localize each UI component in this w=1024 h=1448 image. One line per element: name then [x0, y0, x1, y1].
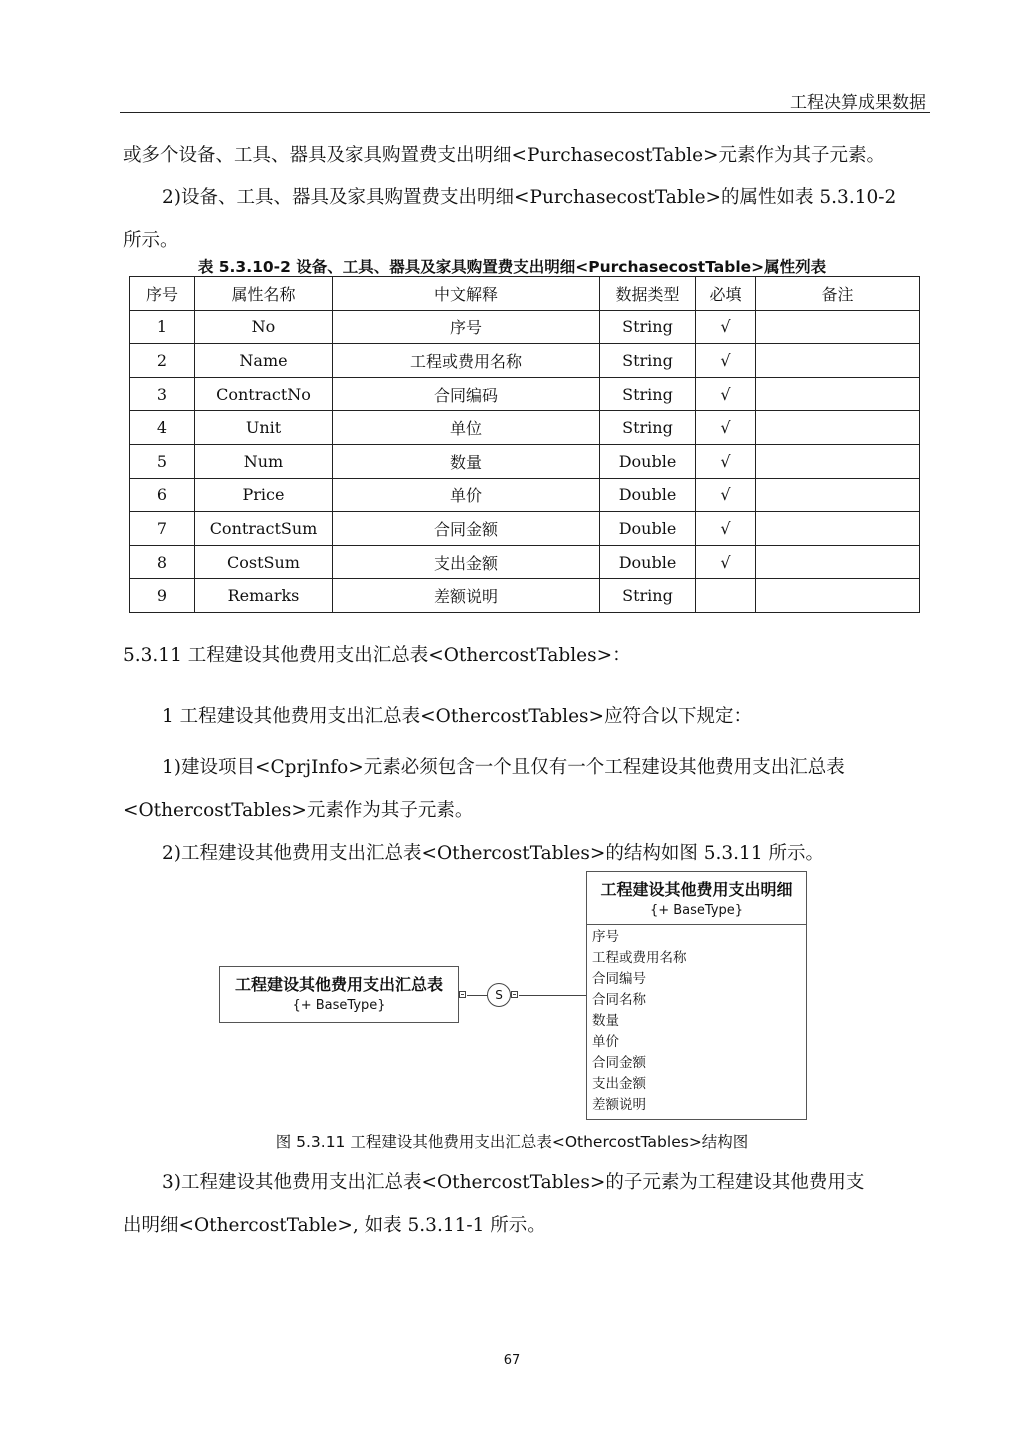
table-cell: 9 [130, 579, 195, 613]
table-cell: √ [696, 512, 756, 546]
page-number: 67 [503, 1353, 521, 1368]
diagram-field: 单价 [592, 1034, 619, 1050]
table-cell [756, 512, 920, 546]
table-cell: ContractNo [195, 377, 333, 411]
table-cell: 单位 [333, 411, 600, 445]
paragraph-rule-1-cont: <OthercostTables>元素作为其子元素。 [123, 800, 474, 821]
table-cell: 数量 [333, 444, 600, 478]
diagram-field: 合同编号 [592, 971, 646, 987]
table-header-cell: 属性名称 [195, 277, 333, 311]
table-row [130, 478, 920, 512]
table-cell: Price [195, 478, 333, 512]
diagram-field: 工程或费用名称 [592, 950, 687, 966]
table-cell: Name [195, 344, 333, 378]
table-header-cell: 必填 [696, 277, 756, 311]
collapse-icon [511, 991, 518, 998]
connector-line [519, 995, 586, 996]
table-cell: √ [696, 545, 756, 579]
diagram-parent-box [219, 966, 459, 1023]
table-row [130, 377, 920, 411]
table-cell: 支出金额 [333, 545, 600, 579]
table-cell: √ [696, 310, 756, 344]
table-cell: 序号 [333, 310, 600, 344]
table-row [130, 344, 920, 378]
diagram-field: 合同名称 [592, 992, 646, 1008]
table-cell: 合同金额 [333, 512, 600, 546]
table-cell: 1 [130, 310, 195, 344]
diagram-child-box [586, 871, 807, 1120]
table-caption: 表 5.3.10-2 设备、工具、器具及家具购置费支出明细<PurchasecostTable>属性列表 [197, 258, 827, 276]
table-header-cell: 备注 [756, 277, 920, 311]
table-cell: 8 [130, 545, 195, 579]
table-cell: ContractSum [195, 512, 333, 546]
table-cell: String [600, 411, 696, 445]
table-row [130, 310, 920, 344]
table-row [130, 411, 920, 445]
table-cell: 7 [130, 512, 195, 546]
diagram-field: 差额说明 [592, 1097, 646, 1113]
table-cell: Double [600, 512, 696, 546]
header-rule [120, 112, 930, 113]
table-cell: Double [600, 545, 696, 579]
table-cell: √ [696, 344, 756, 378]
diagram-parent-title: 工程建设其他费用支出汇总表 [234, 975, 443, 994]
paragraph-rule-2: 2)工程建设其他费用支出汇总表<OthercostTables>的结构如图 5.3.11 所示。 [162, 843, 824, 864]
diagram-child-fields [587, 924, 806, 1116]
table-cell [756, 545, 920, 579]
table-header-row [130, 277, 920, 311]
table-row [130, 545, 920, 579]
table-cell: √ [696, 478, 756, 512]
table-cell: Double [600, 478, 696, 512]
table-cell [756, 344, 920, 378]
table-cell: √ [696, 411, 756, 445]
diagram-field: 合同金额 [592, 1055, 646, 1071]
table-cell: String [600, 310, 696, 344]
table-cell [756, 444, 920, 478]
table-cell: 合同编码 [333, 377, 600, 411]
table-cell: √ [696, 377, 756, 411]
table-row [130, 579, 920, 613]
table-cell: String [600, 377, 696, 411]
table-header-cell: 数据类型 [600, 277, 696, 311]
paragraph-purchase-attributes-cont: 所示。 [123, 230, 179, 251]
table-cell: CostSum [195, 545, 333, 579]
table-cell: Remarks [195, 579, 333, 613]
table-cell: Double [600, 444, 696, 478]
diagram-child-title: 工程建设其他费用支出明细 [600, 880, 793, 899]
table-cell: √ [696, 444, 756, 478]
table-header-cell: 中文解释 [333, 277, 600, 311]
diagram-child-type: {+ BaseType} [649, 903, 744, 918]
table-cell [756, 579, 920, 613]
table-cell: String [600, 344, 696, 378]
table-cell: 差额说明 [333, 579, 600, 613]
table-cell: 4 [130, 411, 195, 445]
paragraph-rule-intro: 1 工程建设其他费用支出汇总表<OthercostTables>应符合以下规定： [162, 706, 753, 727]
table-header-cell: 序号 [130, 277, 195, 311]
table-cell: 工程或费用名称 [333, 344, 600, 378]
paragraph-rule-3-cont: 出明细<OthercostTable>, 如表 5.3.11-1 所示。 [123, 1215, 546, 1236]
table-cell: String [600, 579, 696, 613]
diagram-field: 支出金额 [592, 1076, 646, 1092]
running-header: 工程决算成果数据 [790, 93, 926, 113]
table-cell: 3 [130, 377, 195, 411]
diagram-field: 序号 [592, 929, 619, 945]
table-cell: No [195, 310, 333, 344]
diagram-parent-type: {+ BaseType} [292, 998, 386, 1013]
table-cell: Unit [195, 411, 333, 445]
paragraph-purchase-attributes: 2)设备、工具、器具及家具购置费支出明细<PurchasecostTable>的属性如表 5.3.10-2 [162, 187, 897, 208]
table-cell [756, 478, 920, 512]
table-row [130, 512, 920, 546]
table-row [130, 444, 920, 478]
table-cell [756, 377, 920, 411]
figure-caption: 图 5.3.11 工程建设其他费用支出汇总表<OthercostTables>结构图 [275, 1133, 749, 1151]
table-cell [696, 579, 756, 613]
attribute-table [129, 276, 920, 613]
paragraph-rule-3: 3)工程建设其他费用支出汇总表<OthercostTables>的子元素为工程建设其他费用支 [162, 1172, 865, 1193]
sequence-compositor-icon: S [487, 983, 511, 1007]
table-cell: 6 [130, 478, 195, 512]
table-cell [756, 411, 920, 445]
connector-line [467, 995, 487, 996]
table-body [130, 310, 920, 612]
table-cell: 5 [130, 444, 195, 478]
collapse-icon [459, 991, 466, 998]
section-heading: 5.3.11 工程建设其他费用支出汇总表<OthercostTables>： [123, 645, 631, 666]
table-cell: 单价 [333, 478, 600, 512]
table-cell: 2 [130, 344, 195, 378]
diagram-field: 数量 [592, 1013, 619, 1029]
table-cell [756, 310, 920, 344]
table-cell: Num [195, 444, 333, 478]
paragraph-continuation: 或多个设备、工具、器具及家具购置费支出明细<PurchasecostTable>元素作为其子元素。 [123, 145, 886, 166]
paragraph-rule-1: 1)建设项目<CprjInfo>元素必须包含一个且仅有一个工程建设其他费用支出汇总表 [162, 757, 845, 778]
